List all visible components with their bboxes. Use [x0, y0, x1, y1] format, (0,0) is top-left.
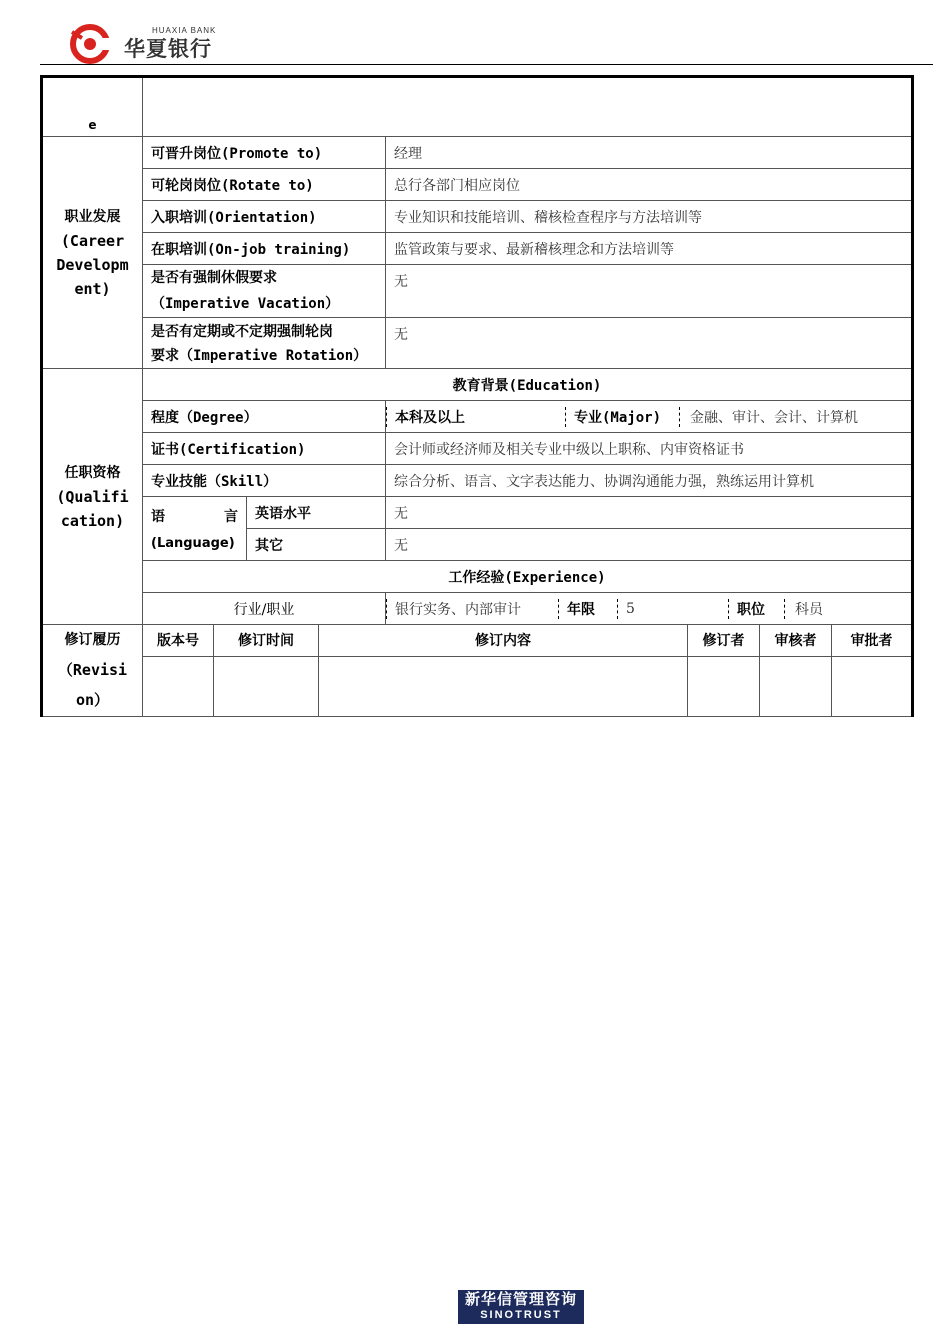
- col-auditor: 审核者: [760, 625, 832, 656]
- orientation-value: 专业知识和技能培训、稽核检查程序与方法培训等: [386, 201, 913, 233]
- degree-major-inner: [386, 407, 911, 427]
- position-label: 职位: [729, 599, 785, 619]
- language-label: [143, 497, 247, 561]
- orientation-label: 入职培训(Orientation): [143, 201, 386, 233]
- revision-cell-content[interactable]: [319, 656, 688, 716]
- experience-row: [42, 593, 913, 625]
- cert-value: 会计师或经济师及相关专业中级以上职称、内审资格证书: [386, 433, 913, 465]
- vacation-label: [143, 265, 386, 318]
- position-value: 科员: [785, 599, 912, 619]
- industry-label: 行业/职业: [143, 593, 386, 625]
- rotate-row: [42, 169, 913, 201]
- revision-table: [143, 625, 911, 716]
- col-reviser: 修订者: [688, 625, 760, 656]
- rotation-label-line2: 要求（Imperative Rotation）: [151, 348, 368, 364]
- other-label: 其它: [247, 529, 386, 561]
- language-label-en: (Language): [151, 536, 235, 551]
- huaxia-logo-icon: [70, 24, 110, 64]
- revision-cell-approver[interactable]: [832, 656, 912, 716]
- major-label: 专业(Major): [566, 407, 680, 427]
- skill-row: [42, 465, 913, 497]
- rotation-label: [143, 318, 386, 369]
- page-header: [0, 0, 950, 70]
- rotation-row: [42, 318, 913, 369]
- revision-category: [42, 625, 143, 717]
- revision-cell-version[interactable]: [143, 656, 214, 716]
- revision-cat-en-2: on）: [75, 691, 110, 709]
- career-cat-en-3: ent): [74, 279, 111, 298]
- career-category: [42, 137, 143, 369]
- footer-brand-cn: 新华信管理咨询: [464, 1290, 577, 1308]
- revision-cat-en-1: （Revisi: [57, 661, 128, 679]
- col-approver: 审批者: [832, 625, 912, 656]
- vacation-row: [42, 265, 913, 318]
- onjob-row: [42, 233, 913, 265]
- language-label-a: 语: [151, 509, 165, 525]
- rotate-value: 总行各部门相应岗位: [386, 169, 913, 201]
- vacation-label-line1: 是否有强制休假要求: [151, 270, 277, 286]
- top-empty-cell: [143, 77, 913, 137]
- promote-row: [42, 137, 913, 169]
- revision-cell-reviser[interactable]: [688, 656, 760, 716]
- english-row: [42, 497, 913, 529]
- promote-value: 经理: [386, 137, 913, 169]
- english-label: 英语水平: [247, 497, 386, 529]
- qual-cat-en-1: (Qualifi: [56, 487, 129, 506]
- revision-table-cell: [143, 625, 913, 717]
- rotation-label-line1: 是否有定期或不定期强制轮岗: [151, 324, 333, 340]
- revision-cell-auditor[interactable]: [760, 656, 832, 716]
- qual-cat-en-2: cation): [60, 511, 125, 530]
- orientation-row: [42, 201, 913, 233]
- onjob-label: 在职培训(On-job training): [143, 233, 386, 265]
- footer-brand-en: SINOTRUST: [480, 1309, 562, 1321]
- promote-label: 可晋升岗位(Promote to): [143, 137, 386, 169]
- major-value: 金融、审计、会计、计算机: [680, 407, 912, 427]
- english-value: 无: [386, 497, 913, 529]
- skill-value: 综合分析、语言、文字表达能力、协调沟通能力强，熟练运用计算机: [386, 465, 913, 497]
- col-version: 版本号: [143, 625, 214, 656]
- education-header-row: [42, 369, 913, 401]
- onjob-value: 监管政策与要求、最新稽核理念和方法培训等: [386, 233, 913, 265]
- revision-table-row: [143, 656, 911, 716]
- language-label-cn: [151, 506, 238, 526]
- top-partial-row: [42, 77, 913, 137]
- revision-cell-time[interactable]: [214, 656, 319, 716]
- education-header: 教育背景(Education): [143, 369, 913, 401]
- qual-cat-cn: 任职资格: [64, 464, 121, 481]
- header-divider: [40, 64, 933, 65]
- job-description-table: [40, 75, 914, 717]
- degree-label: 程度（Degree）: [143, 401, 386, 433]
- vacation-label-line2: （Imperative Vacation）: [151, 296, 340, 312]
- col-time: 修订时间: [214, 625, 319, 656]
- vacation-value: 无: [386, 265, 913, 318]
- career-cat-en-1: (Career: [60, 231, 125, 250]
- top-label-fragment: e: [42, 77, 143, 137]
- bank-name-cn: 华夏银行: [124, 37, 212, 61]
- experience-header-row: [42, 561, 913, 593]
- years-label: 年限: [559, 599, 618, 619]
- qualification-category: [42, 369, 143, 625]
- revision-header-row: [42, 625, 913, 717]
- rotation-value: 无: [386, 318, 913, 369]
- bank-name-en: HUAXIA BANK: [152, 26, 217, 35]
- col-content: 修订内容: [319, 625, 688, 656]
- career-cat-cn: 职业发展: [64, 208, 121, 225]
- skill-label: 专业技能（Skill）: [143, 465, 386, 497]
- sinotrust-logo: [458, 1290, 584, 1324]
- rotate-label: 可轮岗岗位(Rotate to): [143, 169, 386, 201]
- experience-inner: [386, 599, 911, 619]
- industry-value: 银行实务、内部审计: [387, 599, 559, 619]
- degree-major-cell: [386, 401, 913, 433]
- degree-row: [42, 401, 913, 433]
- revision-table-header: [143, 625, 911, 656]
- career-cat-en-2: Developm: [56, 255, 129, 274]
- years-value: 5: [618, 599, 729, 619]
- cert-label: 证书(Certification): [143, 433, 386, 465]
- other-value: 无: [386, 529, 913, 561]
- revision-cat-cn: 修订履历: [64, 632, 121, 648]
- experience-header: 工作经验(Experience): [143, 561, 913, 593]
- degree-value: 本科及以上: [387, 407, 566, 427]
- language-label-b: 言: [224, 509, 238, 525]
- certification-row: [42, 433, 913, 465]
- experience-detail-cell: [386, 593, 913, 625]
